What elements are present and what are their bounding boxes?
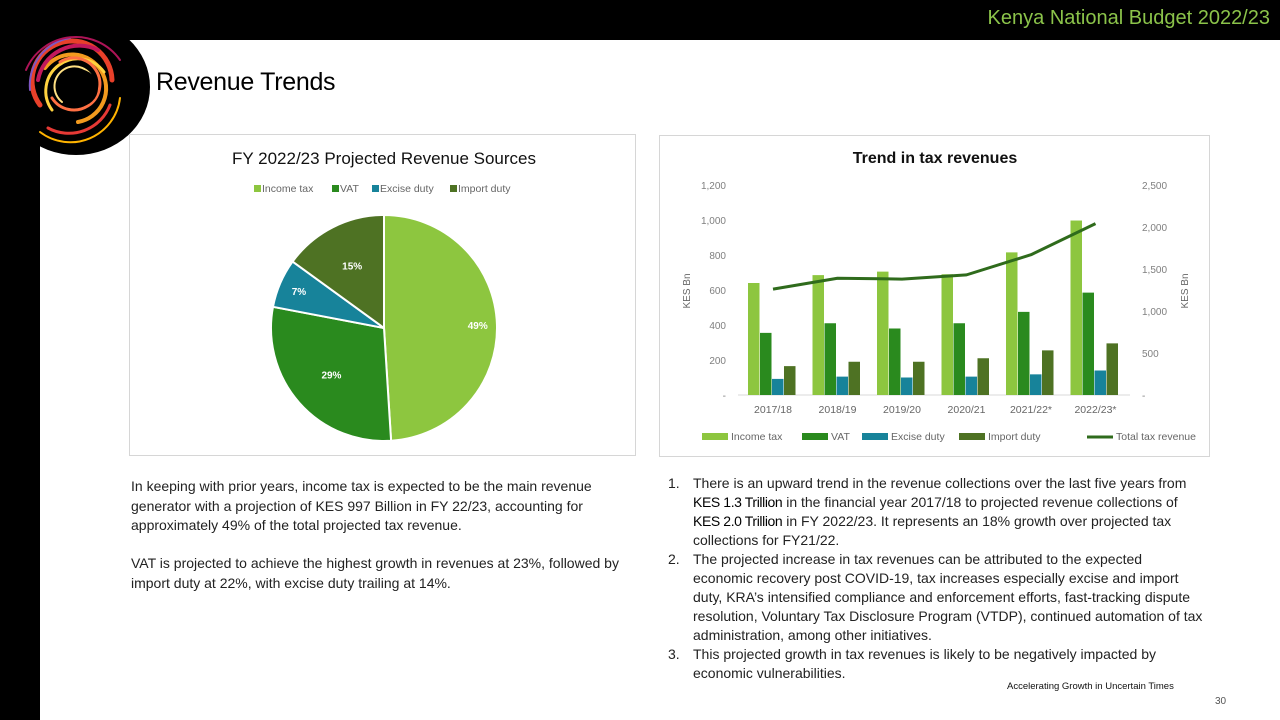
bar-1-5 [1083, 293, 1095, 395]
pie-data-label-2: 7% [291, 287, 307, 299]
bar-1-4 [1018, 312, 1030, 395]
page-number: 30 [1215, 696, 1227, 707]
y-left-tick-6: 1,200 [700, 181, 726, 192]
y-right-axis-label: KES Bn [1180, 273, 1191, 309]
bar-0-4 [1006, 252, 1018, 395]
trend-note-number: 1. [668, 475, 680, 491]
bar-3-3 [978, 358, 990, 395]
bar-0-3 [942, 274, 954, 395]
x-tick-1: 2018/19 [818, 404, 857, 416]
bar-0-1 [813, 275, 825, 395]
pie-legend-label-0: Income tax [262, 183, 314, 195]
bar-legend-label-2: Excise duty [891, 431, 945, 443]
bar-2-5 [1095, 371, 1107, 396]
pie-chart-title: FY 2022/23 Projected Revenue Sources [232, 149, 536, 168]
y-left-tick-2: 400 [709, 321, 726, 332]
pie-legend-label-2: Excise duty [380, 183, 434, 195]
bar-3-2 [913, 362, 925, 395]
y-right-tick-2: 1,000 [1142, 307, 1168, 318]
bar-legend-label-0: Income tax [731, 431, 783, 443]
y-left-ticks [701, 181, 726, 402]
trend-notes-list [668, 474, 1203, 683]
footer-tagline: Accelerating Growth in Uncertain Times [1007, 681, 1174, 692]
bar-legend-label-3: Import duty [988, 431, 1041, 443]
bar-2-4 [1030, 374, 1042, 395]
bar-1-3 [954, 323, 966, 395]
bars [748, 221, 1118, 395]
trend-note-2 [668, 550, 1203, 645]
bar-3-4 [1042, 350, 1054, 395]
page-title: Revenue Trends [156, 68, 336, 96]
bar-legend-label-4: Total tax revenue [1116, 431, 1196, 443]
bar-chart-panel [659, 135, 1210, 457]
x-tick-3: 2020/21 [947, 404, 986, 416]
bar-3-0 [784, 366, 796, 395]
y-left-tick-5: 1,000 [700, 216, 726, 227]
header-title: Kenya National Budget 2022/23 [987, 7, 1270, 29]
highlight-figure: KES 1.3 Trillion [693, 494, 783, 510]
trend-note-3 [668, 645, 1203, 683]
y-right-tick-1: 500 [1142, 349, 1159, 360]
pie-legend-swatch-3 [450, 185, 457, 192]
y-right-tick-0: - [1142, 391, 1146, 402]
bar-1-0 [760, 333, 772, 395]
x-tick-0: 2017/18 [754, 404, 792, 416]
pie-chart [130, 135, 635, 455]
trend-note-text: The projected increase in tax revenues can be attributed to the expected economic recovery post COVID-19, tax increases especially excise and import duty, KRA’s intensified compliance and enforcement efforts, fast-tracking dispute resolution, Voluntary Tax Disclosure Program (VTDP), continued automation of tax administration, among other initiatives. [693, 551, 1203, 643]
bar-legend [702, 431, 1196, 443]
trend-note-text: in FY 2022/23. It represents an 18% growth over projected tax collections for FY21/22. [693, 513, 1172, 548]
bar-legend-swatch-1 [802, 433, 828, 440]
bar-0-0 [748, 283, 760, 395]
y-left-tick-0: - [722, 391, 726, 402]
x-tick-4: 2021/22* [1009, 404, 1053, 416]
pie-legend-swatch-2 [372, 185, 379, 192]
bar-legend-swatch-0 [702, 433, 728, 440]
x-tick-5: 2022/23* [1074, 404, 1117, 416]
bar-chart [660, 136, 1209, 456]
pie-legend [254, 183, 511, 195]
bar-2-1 [837, 377, 849, 395]
highlight-figure: KES 2.0 Trillion [693, 513, 783, 529]
trend-note-text: in the financial year 2017/18 to projected revenue collections of [782, 494, 1178, 510]
bar-legend-swatch-3 [959, 433, 985, 440]
trend-note-number: 3. [668, 646, 680, 662]
bar-legend-swatch-2 [862, 433, 888, 440]
pie-legend-label-1: VAT [340, 183, 359, 195]
bar-2-0 [772, 379, 784, 395]
y-right-tick-5: 2,500 [1142, 181, 1168, 192]
bar-1-1 [825, 323, 837, 395]
bar-0-5 [1071, 221, 1083, 395]
bar-legend-label-1: VAT [831, 431, 850, 443]
pie-data-label-1: 29% [321, 370, 342, 382]
trend-note-number: 2. [668, 551, 680, 567]
bar-1-2 [889, 329, 901, 396]
y-left-tick-3: 600 [709, 286, 726, 297]
summary-paragraph-growth: VAT is projected to achieve the highest growth in revenues at 23%, followed by import duty at 22%, with excise duty trailing at 14%. [131, 555, 619, 591]
y-left-axis-label: KES Bn [682, 273, 693, 309]
trend-note-text: This projected growth in tax revenues is likely to be negatively impacted by economic vulnerabilities. [693, 646, 1157, 681]
pie-legend-label-3: Import duty [458, 183, 511, 195]
y-right-tick-4: 2,000 [1142, 223, 1168, 234]
y-right-ticks [1142, 181, 1167, 402]
bar-2-3 [966, 377, 978, 395]
y-left-tick-4: 800 [709, 251, 726, 262]
y-left-tick-1: 200 [709, 356, 726, 367]
bar-0-2 [877, 272, 889, 395]
pie-slices [271, 215, 497, 441]
header-bar [0, 0, 1280, 40]
pie-data-label-0: 49% [467, 321, 488, 333]
bar-3-5 [1107, 343, 1119, 395]
summary-paragraph-income-tax: In keeping with prior years, income tax is expected to be the main revenue generator with a projection of KES 997 Billion in FY 22/23, accounting for approximately 49% of the total projected tax revenue. [131, 478, 592, 533]
bar-3-1 [849, 362, 861, 395]
bar-chart-title: Trend in tax revenues [852, 150, 1018, 167]
y-right-tick-3: 1,500 [1142, 265, 1168, 276]
pie-data-label-3: 15% [342, 261, 363, 273]
x-tick-2: 2019/20 [883, 404, 921, 416]
trend-note-1 [668, 474, 1203, 550]
pie-legend-swatch-0 [254, 185, 261, 192]
pie-legend-swatch-1 [332, 185, 339, 192]
bar-2-2 [901, 378, 913, 396]
trend-note-text: There is an upward trend in the revenue collections over the last five years from [693, 475, 1187, 491]
x-ticks [754, 404, 1117, 416]
pie-chart-panel [129, 134, 636, 456]
